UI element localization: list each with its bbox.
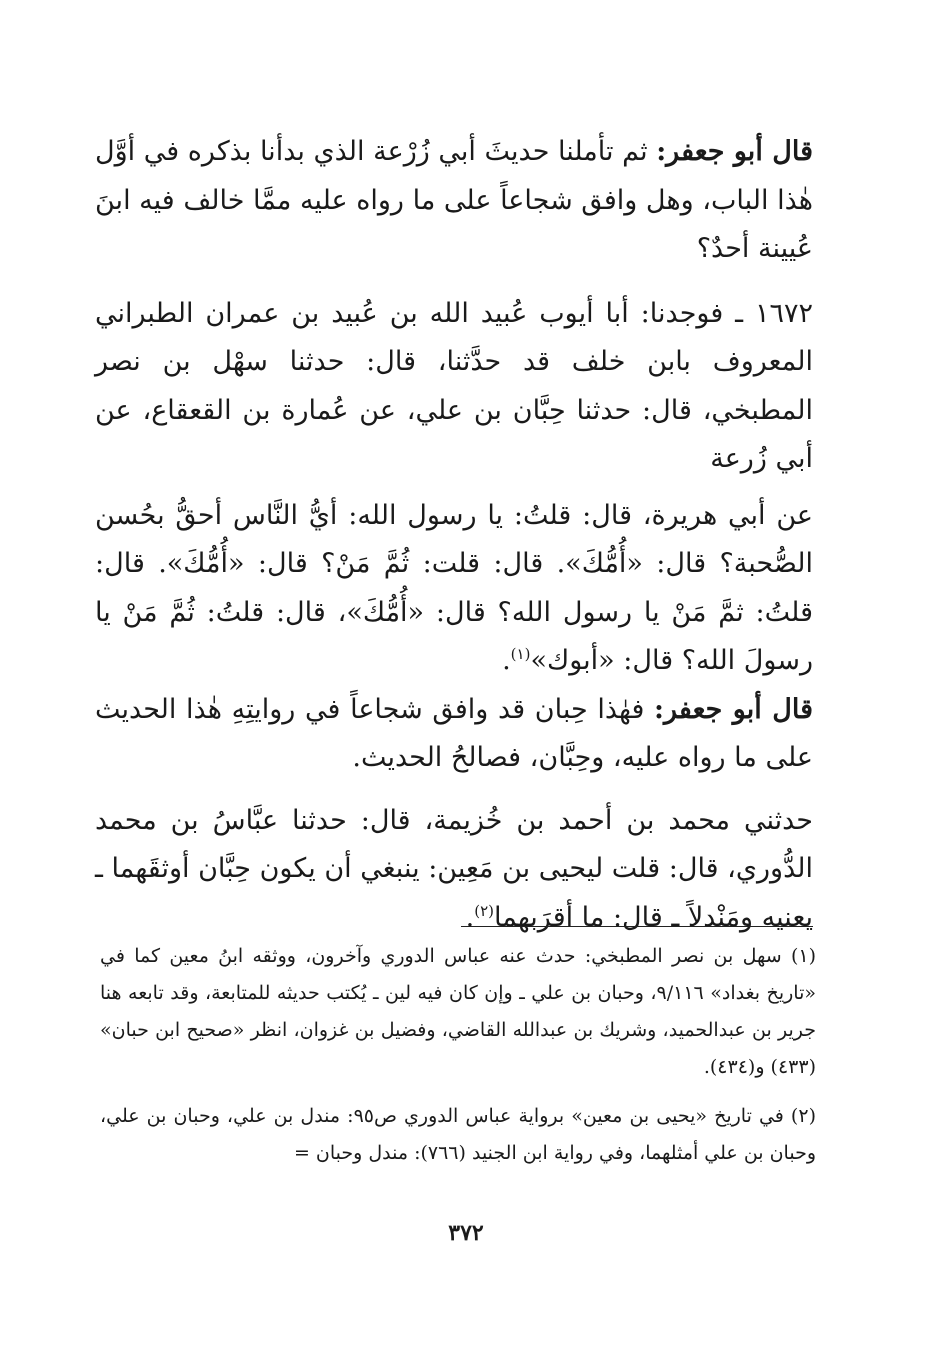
- period: .: [502, 645, 511, 676]
- footnote-marker-2: (٢): [474, 901, 494, 920]
- footnote-2: (٢) في تاريخ «يحيى بن معين» برواية عباس الدوري ص٩٥: مندل بن علي، وحبان بن علي، وحبان بن علي أمثلهما، وفي رواية ابن الجنيد (٧٦٦): مندل وحبان =: [100, 1105, 816, 1164]
- main-text: [95, 128, 813, 942]
- speaker-label: قال أبو جعفر:: [654, 693, 813, 725]
- paragraph-text: عن أبي هريرة، قال: قلتُ: يا رسول الله: أيُّ النَّاس أحقُّ بحُسن الصُّحبة؟ قال: «أُمُّكَ». قال: قلت: ثُمَّ مَنْ؟ قال: «أُمُّكَ». قال: قلتُ: ثمَّ مَنْ يا رسول الله؟ قال: «أُمُّكَ»، قال: قلتُ: ثُمَّ مَنْ يا رسولَ الله؟ قال: «أبوك»: [95, 499, 813, 676]
- hadith-1672-matn: [95, 492, 813, 686]
- paragraph-ibn-khuzayma: [95, 797, 813, 943]
- paragraph-abu-jafar-1: [95, 128, 813, 274]
- footnote-separator: [461, 926, 813, 927]
- paragraph-text: فهٰذا حِبان قد وافق شجاعاً في روايتِهِ هٰذا الحديث على ما رواه عليه، وحِبَّان، فصالحُ الحديث.: [95, 693, 813, 773]
- page-number: ٣٧٢: [448, 1220, 484, 1246]
- paragraph-abu-jafar-2: [95, 686, 813, 783]
- paragraph-text: حدثني محمد بن أحمد بن خُزيمة، قال: حدثنا عبَّاسُ بن محمد الدُّوري، قال: قلت ليحيى بن مَعِين: ينبغي أن يكون حِبَّان أوثقَهما ـ يعنيه ومَنْدلاً ـ قال: ما أقرَبهما: [95, 804, 813, 933]
- speaker-label: قال أبو جعفر:: [656, 136, 813, 167]
- footnote-marker-1: (١): [510, 645, 531, 663]
- period: .: [465, 901, 475, 933]
- footnote-1: (١) سهل بن نصر المطبخي: حدث عنه عباس الدوري وآخرون، ووثقه ابنُ معين كما في «تاريخ بغداد» ٩/١١٦، وحبان بن علي ـ وإن كان فيه لين ـ يُكتب حديثه للمتابعة، وقد تابعه هنا جرير بن عبدالحميد، وشريك بن عبدالله القاضي، وفضيل بن غزوان، انظر «صحيح ابن حبان» (٤٣٣) و(٤٣٤).: [100, 945, 816, 1078]
- hadith-1672-isnad: ١٦٧٢ ـ فوجدنا: أبا أيوب عُبيد الله بن عُبيد بن عمران الطبراني المعروف بابن خلف قد حدَّثنا، قال: حدثنا سهْل بن نصر المطبخي، قال: حدثنا حِبَّان بن علي، عن عُمارة بن القعقاع، عن أبي زُرعة: [95, 297, 813, 474]
- paragraph-text: ثم تأملنا حديثَ أبي زُرْعة الذي بدأنا بذكره في أوَّل هٰذا الباب، وهل وافق شجاعاً على ما رواه عليه ممَّا خالف فيه ابنَ عُيينة أحدٌ؟: [95, 136, 813, 264]
- footnotes: [100, 938, 816, 1172]
